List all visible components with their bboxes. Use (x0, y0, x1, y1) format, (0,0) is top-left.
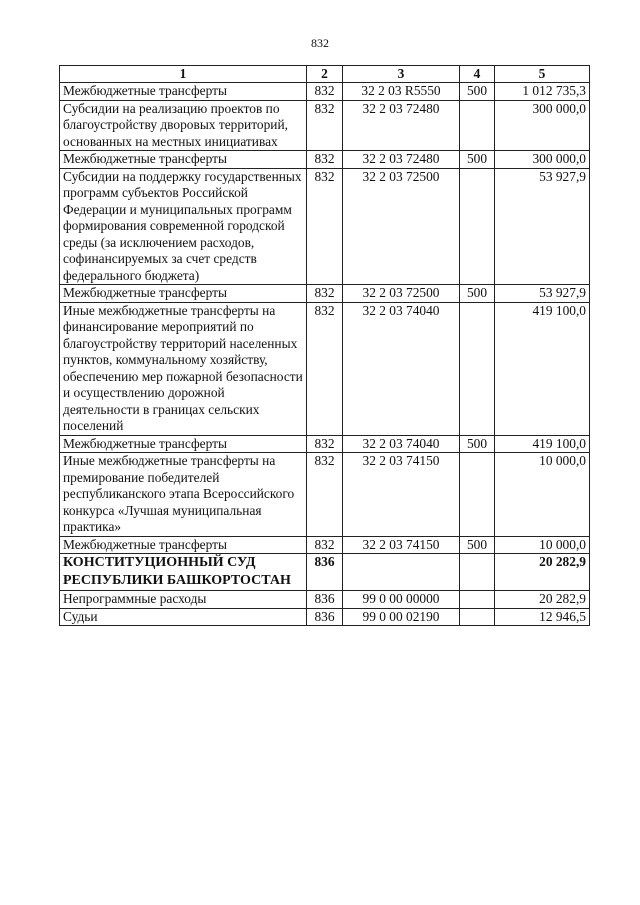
row-amount: 10 000,0 (495, 453, 590, 537)
row-ministry-code: 832 (307, 100, 343, 151)
header-col-3: 3 (343, 66, 460, 83)
row-target-article: 99 0 00 00000 (343, 591, 460, 609)
header-col-5: 5 (495, 66, 590, 83)
row-amount: 53 927,9 (495, 168, 590, 285)
row-name: Судьи (60, 608, 307, 626)
row-expense-type (460, 100, 495, 151)
header-col-1: 1 (60, 66, 307, 83)
row-name: Иные межбюджетные трансферты на финансирование мероприятий по благоустройству территорий населенных пунктов, коммунальному хозяйству, обеспечению мер пожарной безопасности и осуществлению дорожной деятельности в границах сельских поселений (60, 302, 307, 435)
row-expense-type (460, 608, 495, 626)
row-expense-type: 500 (460, 151, 495, 169)
row-amount: 1 012 735,3 (495, 83, 590, 101)
row-amount: 419 100,0 (495, 302, 590, 435)
budget-table (59, 65, 590, 626)
row-expense-type (460, 453, 495, 537)
table-row (60, 151, 590, 169)
row-expense-type (460, 591, 495, 609)
row-name: Межбюджетные трансферты (60, 83, 307, 101)
table-row (60, 536, 590, 554)
table-row (60, 168, 590, 285)
table-row (60, 435, 590, 453)
table-row (60, 83, 590, 101)
row-name: Межбюджетные трансферты (60, 151, 307, 169)
table-row (60, 608, 590, 626)
row-name: Межбюджетные трансферты (60, 536, 307, 554)
row-expense-type (460, 168, 495, 285)
row-name: Субсидии на реализацию проектов по благоустройству дворовых территорий, основанных на местных инициативах (60, 100, 307, 151)
row-expense-type: 500 (460, 83, 495, 101)
row-name: КОНСТИТУЦИОННЫЙ СУД РЕСПУБЛИКИ БАШКОРТОСТАН (60, 554, 307, 591)
row-ministry-code: 832 (307, 83, 343, 101)
row-ministry-code: 832 (307, 536, 343, 554)
row-name: Межбюджетные трансферты (60, 435, 307, 453)
row-expense-type (460, 554, 495, 591)
row-target-article: 99 0 00 02190 (343, 608, 460, 626)
row-amount: 10 000,0 (495, 536, 590, 554)
row-name: Межбюджетные трансферты (60, 285, 307, 303)
row-ministry-code: 832 (307, 435, 343, 453)
row-target-article: 32 2 03 72500 (343, 168, 460, 285)
row-name: Непрограммные расходы (60, 591, 307, 609)
row-name: Иные межбюджетные трансферты на премирование победителей республиканского этапа Всероссийского конкурса «Лучшая муниципальная практика» (60, 453, 307, 537)
row-expense-type: 500 (460, 435, 495, 453)
row-ministry-code: 836 (307, 608, 343, 626)
row-ministry-code: 832 (307, 453, 343, 537)
row-ministry-code: 832 (307, 168, 343, 285)
row-amount: 53 927,9 (495, 285, 590, 303)
row-target-article: 32 2 03 74040 (343, 302, 460, 435)
row-ministry-code: 836 (307, 554, 343, 591)
row-expense-type: 500 (460, 285, 495, 303)
row-amount: 20 282,9 (495, 591, 590, 609)
row-ministry-code: 832 (307, 285, 343, 303)
row-amount: 20 282,9 (495, 554, 590, 591)
row-ministry-code: 832 (307, 151, 343, 169)
row-target-article (343, 554, 460, 591)
header-col-4: 4 (460, 66, 495, 83)
row-amount: 419 100,0 (495, 435, 590, 453)
row-target-article: 32 2 03 R5550 (343, 83, 460, 101)
page-number: 832 (311, 36, 329, 50)
row-target-article: 32 2 03 72500 (343, 285, 460, 303)
row-target-article: 32 2 03 72480 (343, 100, 460, 151)
header-col-2: 2 (307, 66, 343, 83)
row-target-article: 32 2 03 74150 (343, 536, 460, 554)
row-ministry-code: 832 (307, 302, 343, 435)
table-row (60, 591, 590, 609)
row-target-article: 32 2 03 72480 (343, 151, 460, 169)
table-body (60, 83, 590, 626)
table-row (60, 100, 590, 151)
row-amount: 300 000,0 (495, 100, 590, 151)
row-ministry-code: 836 (307, 591, 343, 609)
row-target-article: 32 2 03 74150 (343, 453, 460, 537)
table-row (60, 302, 590, 435)
table-row (60, 554, 590, 591)
row-expense-type: 500 (460, 536, 495, 554)
table-row (60, 285, 590, 303)
row-expense-type (460, 302, 495, 435)
table-row (60, 453, 590, 537)
row-name: Субсидии на поддержку государственных программ субъектов Российской Федерации и муниципальных программ формирования современной городской среды (за исключением расходов, софинансируемых за счет средств федерального бюджета) (60, 168, 307, 285)
row-target-article: 32 2 03 74040 (343, 435, 460, 453)
row-amount: 300 000,0 (495, 151, 590, 169)
row-amount: 12 946,5 (495, 608, 590, 626)
table-header-row (60, 66, 590, 83)
